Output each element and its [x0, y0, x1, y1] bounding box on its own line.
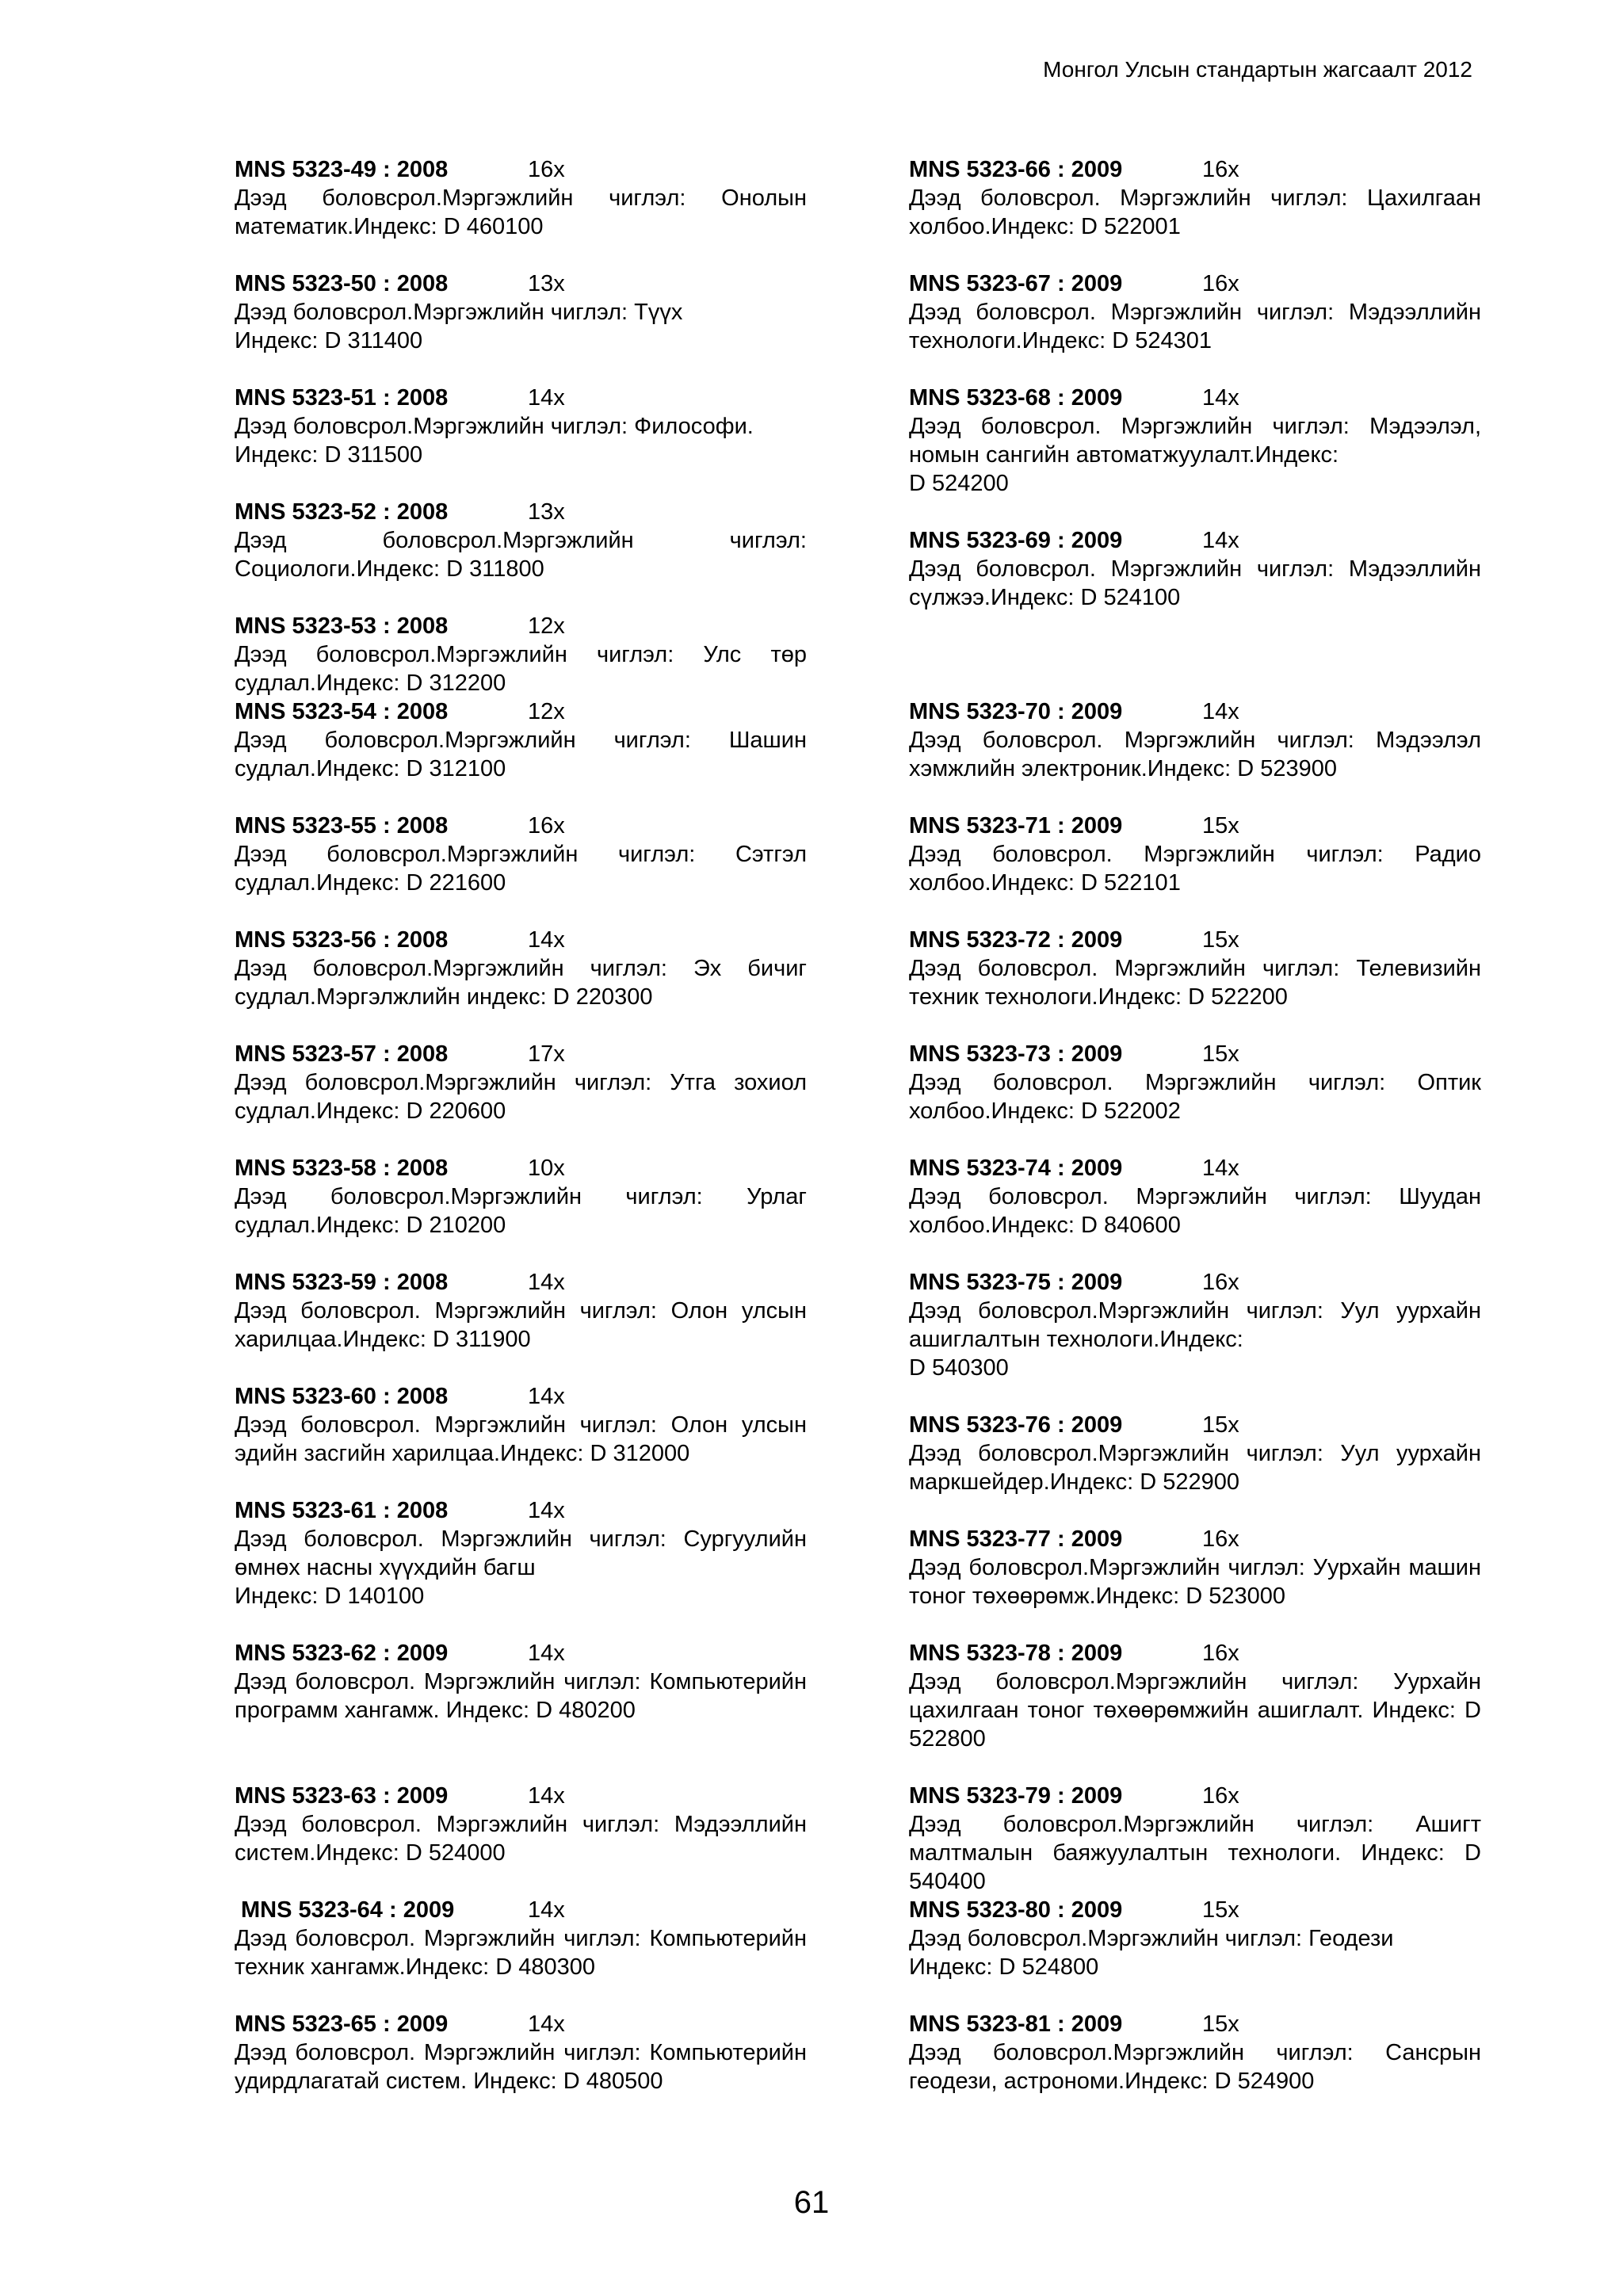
page-count: 13х — [528, 271, 565, 296]
standard-description: Дээд боловсрол. Мэргэжлийн чиглэл: Мэдээлэл хэмжлийн электроник.Индекс: D 523900 — [909, 728, 1481, 781]
standard-code: MNS 5323-73 : 2009 — [909, 1041, 1123, 1067]
entry-heading — [909, 1268, 1481, 1297]
entry-heading — [235, 697, 807, 726]
entry-heading — [909, 697, 1481, 726]
standard-entry — [235, 926, 807, 1011]
standard-description: Дээд боловсрол.Мэргэжлийн чиглэл: Философи. Индекс: D 311500 — [235, 414, 754, 468]
standard-code: MNS 5323-64 : 2009 — [241, 1897, 455, 1923]
entry-heading — [909, 1782, 1481, 1810]
standard-entry — [909, 1896, 1481, 1981]
standard-entry — [235, 155, 807, 241]
entry-heading — [909, 1639, 1481, 1668]
entry-heading — [909, 384, 1481, 412]
standard-entry — [909, 526, 1481, 612]
entry-heading — [235, 612, 807, 640]
standard-entry — [235, 1382, 807, 1468]
standard-description: Дээд боловсрол. Мэргэжлийн чиглэл: Шуудан холбоо.Индекс: D 840600 — [909, 1184, 1481, 1238]
standard-code: MNS 5323-49 : 2008 — [235, 157, 449, 182]
standard-description: Дээд боловсрол. Мэргэжлийн чиглэл: Радио холбоо.Индекс: D 522101 — [909, 842, 1481, 896]
standard-entry — [909, 697, 1481, 783]
standard-code: MNS 5323-62 : 2009 — [235, 1641, 449, 1666]
page-count: 14х — [1202, 528, 1239, 553]
standard-code: MNS 5323-67 : 2009 — [909, 271, 1123, 296]
entry-heading — [909, 1525, 1481, 1553]
standard-code: MNS 5323-55 : 2008 — [235, 813, 449, 839]
page-count: 15х — [1202, 2011, 1239, 2037]
page-count: 14х — [528, 1498, 565, 1523]
standard-entry — [235, 2010, 807, 2095]
entry-heading — [235, 1496, 807, 1525]
page-count: 16х — [1202, 1641, 1239, 1666]
standard-code: MNS 5323-75 : 2009 — [909, 1270, 1123, 1295]
standard-code: MNS 5323-63 : 2009 — [235, 1783, 449, 1809]
entry-heading — [235, 1268, 807, 1297]
page-count: 14х — [1202, 1156, 1239, 1181]
entry-heading — [909, 1411, 1481, 1439]
standard-description: Дээд боловсрол.Мэргэжлийн чиглэл: Онолын математик.Индекс: D 460100 — [235, 185, 807, 239]
standard-description: Дээд боловсрол.Мэргэжлийн чиглэл: Сэтгэл судлал.Индекс: D 221600 — [235, 842, 807, 896]
page-count: 14х — [528, 1270, 565, 1295]
standard-entry — [909, 1040, 1481, 1125]
page-count: 15х — [1202, 1897, 1239, 1923]
standard-code: MNS 5323-65 : 2009 — [235, 2011, 449, 2037]
page-count: 16х — [1202, 157, 1239, 182]
standard-code: MNS 5323-79 : 2009 — [909, 1783, 1123, 1809]
standard-entry — [909, 269, 1481, 355]
entry-heading — [909, 926, 1481, 954]
standard-description: Дээд боловсрол.Мэргэжлийн чиглэл: Сансрын геодези, астрономи.Индекс: D 524900 — [909, 2040, 1481, 2094]
standard-description: Дээд боловсрол. Мэргэжлийн чиглэл: Мэдээллийн систем.Индекс: D 524000 — [235, 1812, 807, 1866]
page-count: 12х — [528, 613, 565, 639]
standard-code: MNS 5323-74 : 2009 — [909, 1156, 1123, 1181]
page-count: 14х — [528, 927, 565, 953]
standard-entry — [235, 384, 807, 469]
standard-code: MNS 5323-54 : 2008 — [235, 699, 449, 724]
page-count: 16х — [1202, 1526, 1239, 1552]
page-count: 16х — [1202, 271, 1239, 296]
standard-entry — [235, 1496, 807, 1610]
standard-entry — [909, 1411, 1481, 1496]
entry-heading — [909, 1040, 1481, 1068]
standard-description: Дээд боловсрол.Мэргэжлийн чиглэл: Уул уурхайн ашиглалтын технологи.Индекс: D 540300 — [909, 1298, 1481, 1381]
entry-heading — [235, 2010, 807, 2038]
standard-code: MNS 5323-51 : 2008 — [235, 385, 449, 411]
standard-code: MNS 5323-59 : 2008 — [235, 1270, 449, 1295]
standard-code: MNS 5323-53 : 2008 — [235, 613, 449, 639]
page-count: 16х — [528, 157, 565, 182]
standard-code: MNS 5323-70 : 2009 — [909, 699, 1123, 724]
standard-entry — [235, 498, 807, 583]
standard-description: Дээд боловсрол. Мэргэжлийн чиглэл: Мэдээллийн технологи.Индекс: D 524301 — [909, 300, 1481, 353]
standard-code: MNS 5323-77 : 2009 — [909, 1526, 1123, 1552]
entry-heading — [235, 1040, 807, 1068]
entry-heading — [909, 269, 1481, 298]
page-count: 14х — [528, 2011, 565, 2037]
standard-entry — [909, 1782, 1481, 1896]
standard-code: MNS 5323-76 : 2009 — [909, 1412, 1123, 1438]
page-count: 15х — [1202, 813, 1239, 839]
standard-code: MNS 5323-61 : 2008 — [235, 1498, 449, 1523]
page-count: 14х — [528, 1897, 565, 1923]
page-count: 14х — [528, 1783, 565, 1809]
entry-heading — [235, 812, 807, 840]
standard-description: Дээд боловсрол. Мэргэжлийн чиглэл: Олон улсын эдийн засгийн харилцаа.Индекс: D 312000 — [235, 1412, 807, 1466]
standard-code: MNS 5323-69 : 2009 — [909, 528, 1123, 553]
entry-heading — [909, 526, 1481, 555]
standard-code: MNS 5323-80 : 2009 — [909, 1897, 1123, 1923]
standard-code: MNS 5323-56 : 2008 — [235, 927, 449, 953]
standard-description: Дээд боловсрол.Мэргэжлийн чиглэл: Улс төр судлал.Индекс: D 312200 — [235, 642, 807, 696]
page-count: 14х — [1202, 385, 1239, 411]
standard-entry — [909, 155, 1481, 241]
standard-description: Дээд боловсрол. Мэргэжлийн чиглэл: Мэдээллийн сүлжээ.Индекс: D 524100 — [909, 556, 1481, 610]
standard-code: MNS 5323-57 : 2008 — [235, 1041, 449, 1067]
standard-entry — [235, 1268, 807, 1354]
entry-heading — [909, 812, 1481, 840]
entry-heading — [235, 498, 807, 526]
standard-description: Дээд боловсрол.Мэргэжлийн чиглэл: Уурхайн машин тоног төхөөрөмж.Индекс: D 523000 — [909, 1555, 1481, 1609]
standard-description: Дээд боловсрол.Мэргэжлийн чиглэл: Уул уурхайн маркшейдер.Индекс: D 522900 — [909, 1441, 1481, 1495]
standard-description: Дээд боловсрол. Мэргэжлийн чиглэл: Оптик холбоо.Индекс: D 522002 — [909, 1070, 1481, 1124]
entry-heading — [909, 2010, 1481, 2038]
page-count: 14х — [528, 1384, 565, 1409]
standard-code: MNS 5323-72 : 2009 — [909, 927, 1123, 953]
standard-code: MNS 5323-58 : 2008 — [235, 1156, 449, 1181]
standard-description: Дээд боловсрол.Мэргэжлийн чиглэл: Социологи.Индекс: D 311800 — [235, 528, 807, 582]
standard-entry — [909, 384, 1481, 498]
entry-heading — [235, 384, 807, 412]
standard-entry — [235, 1896, 807, 1981]
standard-description: Дээд боловсрол.Мэргэжлийн чиглэл: Шашин судлал.Индекс: D 312100 — [235, 728, 807, 781]
standard-description: Дээд боловсрол. Мэргэжлийн чиглэл: Телевизийн техник технологи.Индекс: D 522200 — [909, 956, 1481, 1010]
standard-entry — [909, 812, 1481, 897]
page-count: 15х — [1202, 1041, 1239, 1067]
page-count: 14х — [528, 385, 565, 411]
entry-heading — [235, 1382, 807, 1411]
standard-entry — [909, 1639, 1481, 1753]
standard-entry — [235, 1782, 807, 1867]
page-count: 15х — [1202, 927, 1239, 953]
standard-entry — [235, 1639, 807, 1725]
standard-description: Дээд боловсрол.Мэргэжлийн чиглэл: Эх бичиг судлал.Мэргэлжлийн индекс: D 220300 — [235, 956, 807, 1010]
standard-code: MNS 5323-50 : 2008 — [235, 271, 449, 296]
standard-description: Дээд боловсрол.Мэргэжлийн чиглэл: Ашигт малтмалын баяжуулалтын технологи. Индекс: D 540400 — [909, 1812, 1481, 1894]
entry-heading — [909, 1154, 1481, 1182]
entry-heading — [235, 1896, 807, 1924]
entry-heading — [235, 269, 807, 298]
entry-heading — [235, 155, 807, 184]
page-number: 61 — [793, 2185, 830, 2220]
standard-entry — [909, 926, 1481, 1011]
page-count: 14х — [528, 1641, 565, 1666]
standard-code: MNS 5323-71 : 2009 — [909, 813, 1123, 839]
standard-description: Дээд боловсрол. Мэргэжлийн чиглэл: Компьютерийн программ хангамж. Индекс: D 480200 — [235, 1669, 807, 1723]
page-count: 15х — [1202, 1412, 1239, 1438]
standard-entry — [909, 2010, 1481, 2095]
standard-description: Дээд боловсрол. Мэргэжлийн чиглэл: Сургуулийн өмнөх насны хүүхдийн багш Индекс: D 140100 — [235, 1526, 807, 1609]
standard-entry — [909, 1154, 1481, 1240]
entry-heading — [235, 1782, 807, 1810]
page-count: 16х — [1202, 1783, 1239, 1809]
standard-code: MNS 5323-52 : 2008 — [235, 499, 449, 525]
page-count: 17х — [528, 1041, 565, 1067]
standard-description: Дээд боловсрол. Мэргэжлийн чиглэл: Компьютерийн техник хангамж.Индекс: D 480300 — [235, 1926, 807, 1980]
running-header: Монгол Улсын стандартын жагсаалт 2012 — [1043, 57, 1472, 82]
standard-code: MNS 5323-68 : 2009 — [909, 385, 1123, 411]
standard-description: Дээд боловсрол. Мэргэжлийн чиглэл: Мэдээлэл, номын сангийн автоматжуулалт.Индекс: D 524200 — [909, 414, 1481, 496]
page-count: 10х — [528, 1156, 565, 1181]
standard-entry — [235, 1154, 807, 1240]
standard-description: Дээд боловсрол.Мэргэжлийн чиглэл: Уурхайн цахилгаан тоног төхөөрөмжийн ашиглалт. Индекс: D 522800 — [909, 1669, 1481, 1752]
page-count: 16х — [528, 813, 565, 839]
entry-heading — [235, 1154, 807, 1182]
standard-code: MNS 5323-60 : 2008 — [235, 1384, 449, 1409]
standard-description: Дээд боловсрол.Мэргэжлийн чиглэл: Түүх Индекс: D 311400 — [235, 300, 683, 353]
page-count: 13х — [528, 499, 565, 525]
standard-description: Дээд боловсрол. Мэргэжлийн чиглэл: Цахилгаан холбоо.Индекс: D 522001 — [909, 185, 1481, 239]
standard-description: Дээд боловсрол. Мэргэжлийн чиглэл: Олон улсын харилцаа.Индекс: D 311900 — [235, 1298, 807, 1352]
standard-entry — [235, 1040, 807, 1125]
standard-entry — [909, 1268, 1481, 1382]
standard-description: Дээд боловсрол.Мэргэжлийн чиглэл: Утга зохиол судлал.Индекс: D 220600 — [235, 1070, 807, 1124]
entry-heading — [909, 1896, 1481, 1924]
standard-code: MNS 5323-78 : 2009 — [909, 1641, 1123, 1666]
page-count: 12х — [528, 699, 565, 724]
standard-entry — [235, 812, 807, 897]
standard-code: MNS 5323-66 : 2009 — [909, 157, 1123, 182]
entry-heading — [235, 926, 807, 954]
standard-entry — [909, 1525, 1481, 1610]
standard-description: Дээд боловсрол.Мэргэжлийн чиглэл: Урлаг судлал.Индекс: D 210200 — [235, 1184, 807, 1238]
page-count: 16х — [1202, 1270, 1239, 1295]
standard-entry — [235, 697, 807, 783]
standard-entry — [235, 269, 807, 355]
standard-description: Дээд боловсрол.Мэргэжлийн чиглэл: Геодези Индекс: D 524800 — [909, 1926, 1394, 1980]
page-count: 14х — [1202, 699, 1239, 724]
standard-code: MNS 5323-81 : 2009 — [909, 2011, 1123, 2037]
entry-heading — [909, 155, 1481, 184]
standard-entry — [235, 612, 807, 697]
entry-heading — [235, 1639, 807, 1668]
standard-description: Дээд боловсрол. Мэргэжлийн чиглэл: Компьютерийн удирдлагатай систем. Индекс: D 480500 — [235, 2040, 807, 2094]
